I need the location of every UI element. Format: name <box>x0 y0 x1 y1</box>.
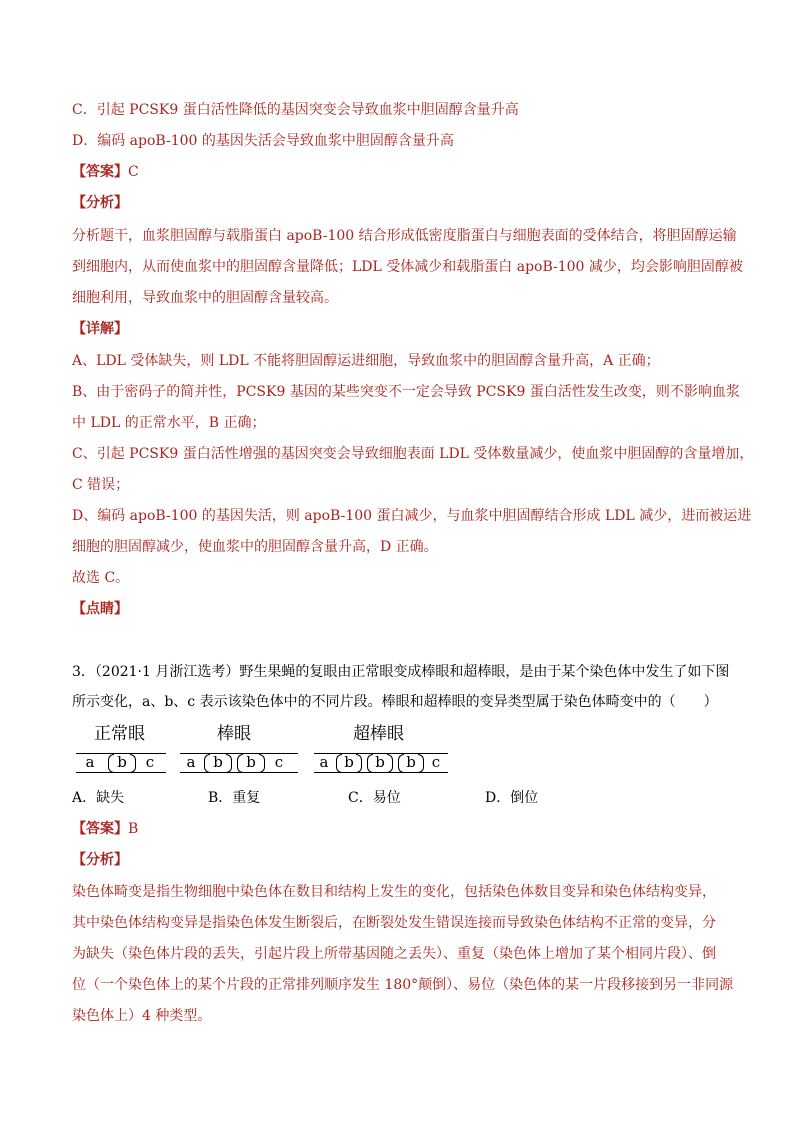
chromosome-edge <box>76 772 166 773</box>
option-a: A．缺失 <box>72 790 125 806</box>
normal-eye-chromosome <box>76 753 166 775</box>
option-d-text: D．编码 apoB-100 的基因失活会导致血浆中胆固醇含量升高 <box>72 133 454 149</box>
analysis-line: 为缺失（染色体片段的丢失，引起片段上所带基因随之丢失）、重复（染色体上增加了某个相同片段）、倒 <box>72 946 716 962</box>
segment-c: c <box>274 753 284 771</box>
bar-eye-label: 棒眼 <box>217 724 251 744</box>
answer-value: B <box>128 821 139 837</box>
normal-eye-label: 正常眼 <box>94 724 145 744</box>
analysis-line: 到细胞内，从而使血浆中的胆固醇含量降低；LDL 受体减少和载脂蛋白 apoB-100 减少，均会影响胆固醇被 <box>72 259 743 275</box>
question-stem-line: 所示变化，a、b、c 表示该染色体中的不同片段。棒眼和超棒眼的变异类型属于染色体畸变中的（ ） <box>72 694 718 710</box>
analysis-line: 其中染色体结构变异是指染色体发生断裂后，在断裂处发生错误连接而导致染色体结构不正常的变异，分 <box>72 915 716 931</box>
analysis-line: 分析题干，血浆胆固醇与载脂蛋白 apoB-100 结合形成低密度脂蛋白与细胞表面的受体结合，将胆固醇运输 <box>72 228 737 244</box>
segment-b: b <box>398 753 424 772</box>
segment-b: b <box>204 753 232 772</box>
answer-row <box>72 162 139 182</box>
detail-tag: 【详解】 <box>72 321 128 337</box>
answer-tag: 【答案】 <box>72 164 128 180</box>
comment-tag: 【点睛】 <box>72 601 128 617</box>
segment-c: c <box>431 753 441 771</box>
analysis-line: 染色体畸变是指生物细胞中染色体在数目和结构上发生的变化，包括染色体数目变异和染色体结构变异， <box>72 884 716 900</box>
answer-row <box>72 819 138 839</box>
segment-b: b <box>108 753 136 772</box>
detail-line: D、编码 apoB-100 的基因失活，则 apoB-100 蛋白减少，与血浆中胆固醇结合形成 LDL 减少，进而被运进 <box>72 508 752 524</box>
detail-line: 故选 C。 <box>72 570 130 586</box>
analysis-tag: 【分析】 <box>72 195 128 211</box>
chromosome-diagram <box>72 723 472 778</box>
chromosome-edge <box>314 772 448 773</box>
segment-a: a <box>319 753 329 771</box>
answer-tag: 【答案】 <box>72 821 128 837</box>
analysis-tag: 【分析】 <box>72 852 128 868</box>
detail-line: C 错误； <box>72 477 130 493</box>
analysis-line: 染色体上）4 种类型。 <box>72 1008 212 1024</box>
ultra-bar-eye-label: 超棒眼 <box>353 724 404 744</box>
option-d: D．倒位 <box>485 790 539 806</box>
detail-line: 中 LDL 的正常水平，B 正确； <box>72 415 266 431</box>
option-c: C．易位 <box>348 790 401 806</box>
segment-c: c <box>145 753 155 771</box>
option-b: B．重复 <box>208 790 261 806</box>
detail-line: A、LDL 受体缺失，则 LDL 不能将胆固醇运进细胞，导致血浆中的胆固醇含量升高，A 正确； <box>72 353 660 369</box>
segment-b: b <box>336 753 362 772</box>
bar-eye-chromosome <box>180 753 298 775</box>
segment-a: a <box>186 753 196 771</box>
detail-line: B、由于密码子的简并性，PCSK9 基因的某些突变不一定会导致 PCSK9 蛋白活性发生改变，则不影响血浆 <box>72 384 740 400</box>
segment-b: b <box>367 753 393 772</box>
detail-line: C、引起 PCSK9 蛋白活性增强的基因突变会导致细胞表面 LDL 受体数量减少，使血浆中胆固醇的含量增加， <box>72 446 754 462</box>
analysis-line: 细胞利用，导致血浆中的胆固醇含量较高。 <box>72 290 338 306</box>
option-c-text: C．引起 PCSK9 蛋白活性降低的基因突变会导致血浆中胆固醇含量升高 <box>72 102 519 118</box>
segment-b: b <box>237 753 265 772</box>
question-stem-line: 3．（2021·1 月浙江选考）野生果蝇的复眼由正常眼变成棒眼和超棒眼，是由于某个染色体中发生了如下图 <box>72 664 730 680</box>
analysis-line: 位（一个染色体上的某个片段的正常排列顺序发生 180°颠倒）、易位（染色体的某一片段移接到另一非同源 <box>72 977 734 993</box>
segment-a: a <box>85 753 95 771</box>
answer-value: C <box>128 164 139 180</box>
detail-line: 细胞的胆固醇减少，使血浆中的胆固醇含量升高，D 正确。 <box>72 539 438 555</box>
ultra-bar-eye-chromosome <box>314 753 448 775</box>
